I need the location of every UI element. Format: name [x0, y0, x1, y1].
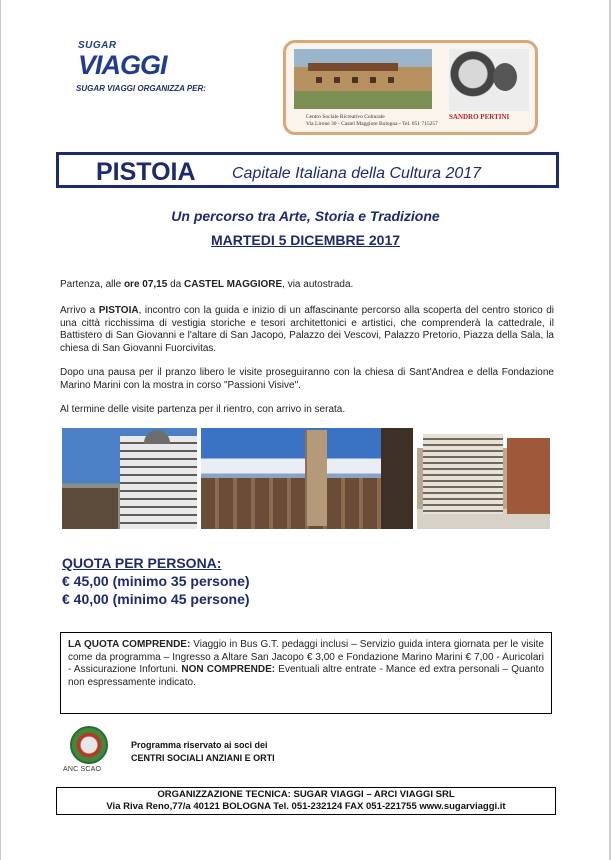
- card-caption: [306, 114, 438, 128]
- sugar-viaggi-logo: [76, 40, 211, 84]
- card-caption-line2: Via Lirone 30 - Castel Maggiore Bologna - Tel. 051 715257: [306, 121, 438, 127]
- paragraph-afternoon: Dopo una pausa per il pranzo libero le visite proseguiranno con la chiesa di Sant'Andrea e della Fondazione Marino Marini con la mostra in corso "Passioni Visive".: [60, 367, 554, 391]
- pertini-portrait-photo: [449, 49, 529, 111]
- organizza-label: SUGAR VIAGGI ORGANIZZA PER:: [76, 84, 206, 93]
- piazza-duomo-photo: [201, 428, 413, 529]
- subtitle: Un percorso tra Arte, Storia e Tradizione: [171, 208, 440, 224]
- includes-text: Viaggio in Bus G.T. pedaggi inclusi – Servizio guida intera giornata per le visite come da programma – Ingresso a Altare San Jacopo € 3,00 e Fondazione Marino Marini € 7,00 - Auricolari - Assicurazione Infortuni.: [68, 639, 544, 676]
- paragraph-arrival: [60, 305, 554, 355]
- centro-sociale-card: [283, 40, 538, 135]
- p2-text-a: Arrivo a: [60, 305, 99, 316]
- reserved-line2: CENTRI SOCIALI ANZIANI E ORTI: [131, 753, 275, 763]
- paragraph-return: Al termine delle visite partenza per il rientro, con arrivo in serata.: [60, 404, 346, 415]
- logo-top-text: SUGAR: [78, 40, 117, 51]
- ancescao-logo-icon: [70, 726, 108, 764]
- title-box: [56, 152, 559, 188]
- card-name: SANDRO PERTINI: [449, 113, 510, 121]
- footer-box: [56, 787, 556, 815]
- church-facade-photo: [417, 428, 550, 529]
- baptistery-photo: [62, 428, 197, 529]
- quota-price-35: € 45,00 (minimo 35 persone): [62, 573, 250, 589]
- logo-main-text: VIAGGI: [78, 50, 167, 80]
- includes-box: [60, 632, 552, 714]
- footer-line2: Via Riva Reno,77/a 40121 BOLOGNA Tel. 051-232124 FAX 051-221755 www.sugarviaggi.it: [106, 801, 506, 812]
- p1-text-a: Partenza, alle: [60, 279, 124, 290]
- event-date: MARTEDI 5 DICEMBRE 2017: [210, 232, 401, 248]
- p2-text-b: , incontro con la guida e inizio di un affascinante percorso alla scoperta del centro storico di una città ricchissima di vestigia storiche e tesori architettonici e artistici, che comprenderà la cattedrale, il Battistero di San Giovanni e l'altare di San Jacopo, Palazzo dei Vescovi, Palazzo Pretorio, Piazza della Sala, la chiesa di San Giovanni Fuorcivitas.: [60, 305, 555, 354]
- p1-place: CASTEL MAGGIORE: [184, 279, 283, 290]
- card-caption-line1: Centro Sociale Ricreativo Culturale: [306, 114, 385, 120]
- reserved-line1: Programma riservato ai soci dei: [131, 740, 268, 750]
- footer-line1: ORGANIZZAZIONE TECNICA: SUGAR VIAGGI – ARCI VIAGGI SRL: [157, 789, 455, 800]
- title-sub: Capitale Italiana della Cultura 2017: [232, 165, 482, 182]
- ancescao-label: ANC SCAO: [63, 766, 102, 773]
- p1-text-b: da: [167, 279, 184, 290]
- not-includes-text: Eventuali altre entrate - Mance ed extra personali – Quanto non espressamente indicato.: [68, 664, 545, 688]
- paragraph-departure: [60, 279, 554, 292]
- p1-time: ore 07,15: [123, 279, 168, 290]
- p1-text-c: , via autostrada.: [282, 279, 354, 290]
- title-main: PISTOIA: [96, 158, 196, 186]
- includes-label: LA QUOTA COMPRENDE:: [68, 639, 191, 650]
- p2-city: PISTOIA: [98, 305, 139, 316]
- reserved-note: [131, 739, 275, 765]
- quota-price-45: € 40,00 (minimo 45 persone): [62, 591, 250, 607]
- not-includes-label: NON COMPRENDE:: [181, 664, 276, 676]
- building-photo: [294, 49, 432, 109]
- quota-title: QUOTA PER PERSONA:: [62, 555, 222, 571]
